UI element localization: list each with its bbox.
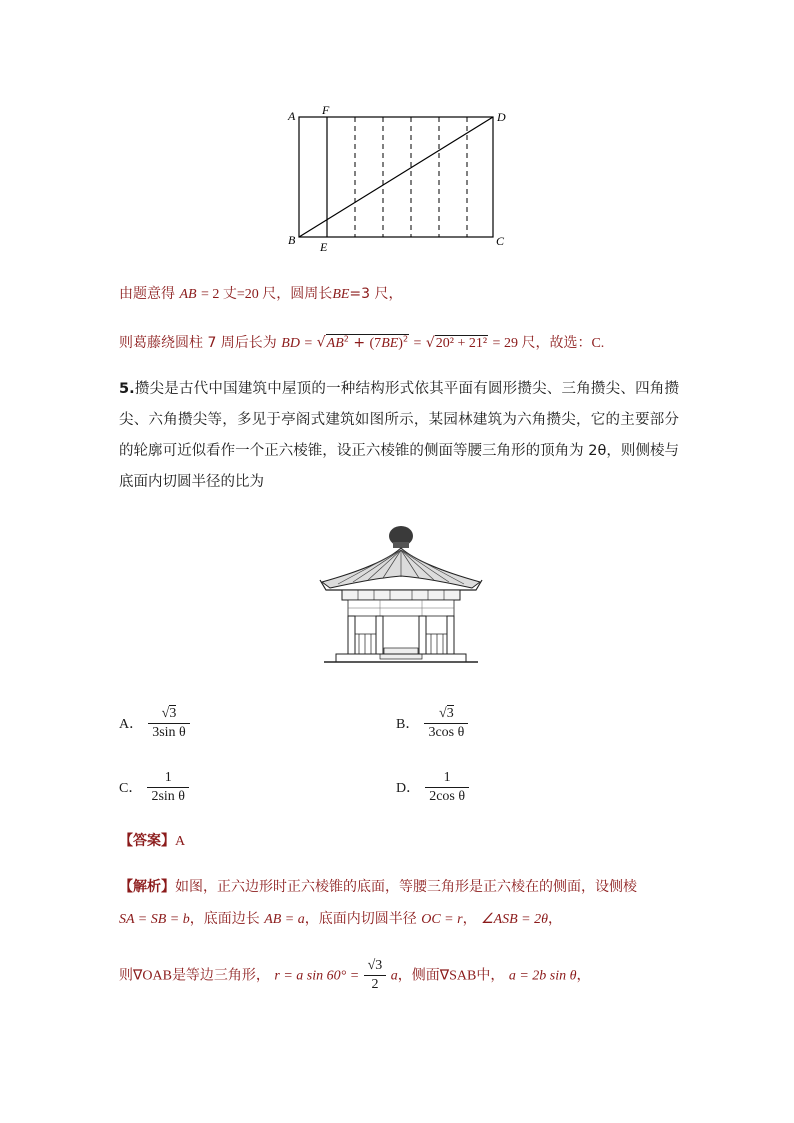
option-b[interactable]: B． $\frac{√3}{\text{3cos θ}}$ <box>396 706 468 741</box>
analysis-line-1: 【解析】如图，正六边形时正六棱锥的底面，等腰三角形是正六棱在的侧面，设侧棱 <box>119 879 637 895</box>
option-c[interactable]: C． $\frac{1}{\text{2sin θ}}$ <box>119 770 189 805</box>
sqrt-formula: $√AB^2 + (7BE)^2$ <box>316 334 409 351</box>
option-d[interactable]: D． $\frac{1}{\text{2cos θ}}$ <box>396 770 469 805</box>
analysis-line-2: SA = SB = b，底面边长 AB = a，底面内切圆半径 OC = r， ∠ASB = 2θ， <box>119 911 562 927</box>
sqrt-numbers: √20² + 21² <box>425 335 488 351</box>
question-5: 5.攒尖是古代中国建筑中屋顶的一种结构形式依其平面有圆形攒尖、三角攒尖、四角攒尖、六角攒尖等，多见于亭阁式建筑如图所示，某园林建筑为六角攒尖，它的主要部分的轮廓可近似看作一个正六棱锥，设正六棱锥的侧面等腰三角形的顶角为 2θ，则侧棱与底面内切圆半径的比为 <box>119 381 679 490</box>
solution-line-2: 则葛藤绕圆柱 7 周后长为 BD = $√AB^2 + (7BE)^2 = √20^2 + 21^2 = 29$ 尺，故选：C. <box>119 334 605 351</box>
label-a: A <box>288 109 296 123</box>
pavilion-image <box>318 524 484 668</box>
label-f: F <box>322 104 330 117</box>
label-c: C <box>496 234 505 248</box>
answer-line: 【答案】A <box>119 833 186 849</box>
diagonal-bd <box>299 117 493 237</box>
rectangle-diagram <box>282 104 522 254</box>
label-e: E <box>320 240 328 254</box>
solution-line-1: 由题意得 AB = 2 丈=20 尺，圆周长BE=3 尺， <box>119 286 403 302</box>
label-d: D <box>497 110 506 124</box>
analysis-line-3: 则∇OAB是等边三角形， r = a sin 60° = $\frac{√3}{2}$ a，侧面∇SAB中， a = 2b sin θ， <box>119 958 591 992</box>
label-b: B <box>288 233 296 247</box>
option-a[interactable]: A． $\frac{√3}{\text{3sin θ}}$ <box>119 706 190 741</box>
